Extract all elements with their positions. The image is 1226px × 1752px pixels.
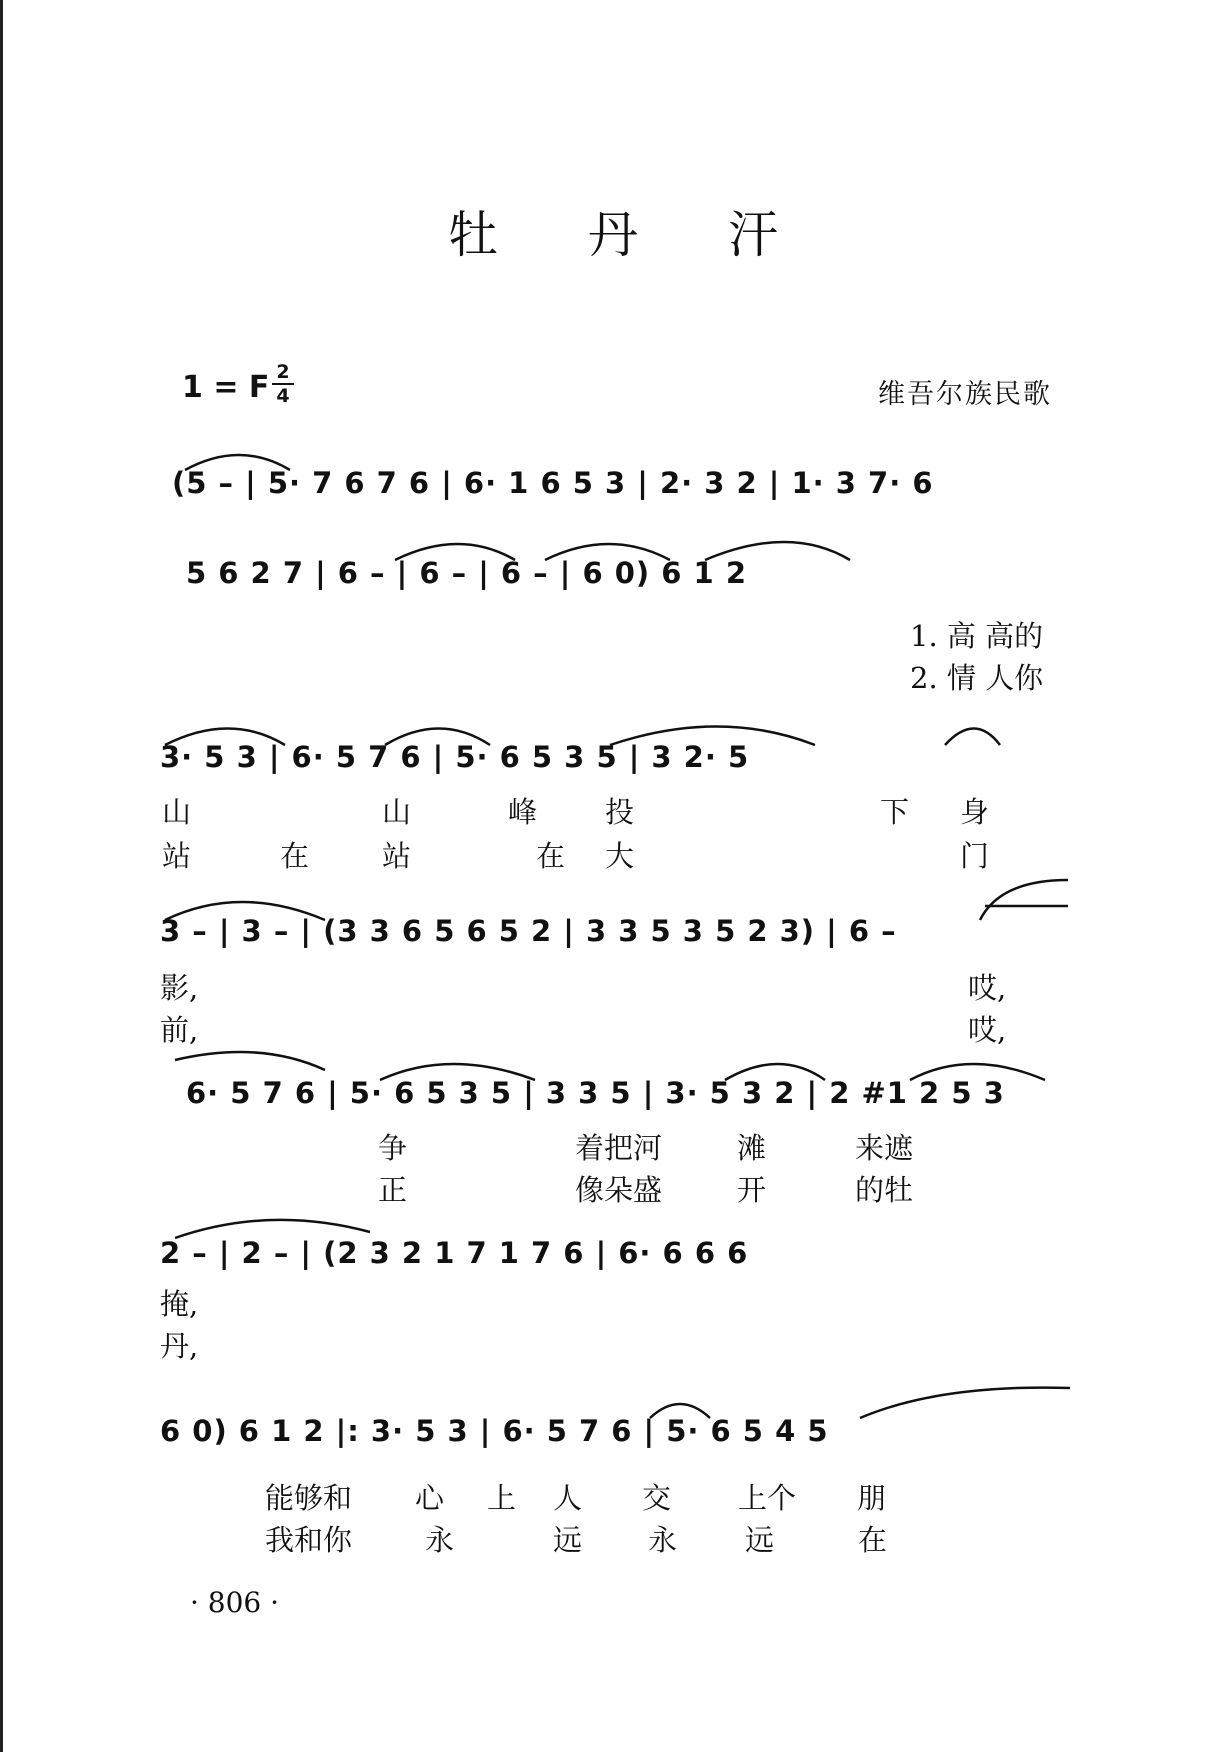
lyric-verse-1: 1. 高 高的 [910, 619, 1044, 653]
lyric-verse-2: 2. 情 人你 [910, 661, 1044, 695]
lyric: 上个 [738, 1481, 797, 1515]
lyric: 上 [487, 1481, 517, 1515]
lyric: 大 [605, 839, 635, 873]
system-6-notes: 2 – | 2 – | (2 3 2 1 7 1 7 6 | 6· 6 6 6 [160, 1236, 749, 1270]
lyric: 丹, [160, 1329, 199, 1363]
lyric: 朋 [857, 1481, 887, 1515]
song-title: 牡丹汗 [448, 206, 868, 264]
lyric: 在 [280, 839, 310, 873]
lyric: 峰 [508, 795, 538, 829]
lyric: 掩, [160, 1287, 199, 1321]
lyric: 正 [378, 1173, 408, 1207]
lyric: 我和你 [265, 1523, 353, 1557]
lyric: 投 [605, 795, 635, 829]
system-5-notes: 6· 5 7 6 | 5· 6 5 3 5 | 3 3 5 | 3· 5 3 2 | 2 #1 2 5 3 [186, 1076, 1005, 1110]
lyric: 心 [415, 1481, 445, 1515]
system-7-notes: 6 0) 6 1 2 |: 3· 5 3 | 6· 5 7 6 | 5· 6 5 4 5 [160, 1414, 829, 1448]
lyric: 人 [553, 1481, 583, 1515]
lyric: 前, [160, 1013, 199, 1047]
system-3-notes: 3· 5 3 | 6· 5 7 6 | 5· 6 5 3 5 | 3 2· 5 [160, 740, 750, 774]
lyric: 来遮 [855, 1131, 914, 1165]
lyric: 身 [960, 795, 990, 829]
lyric: 交 [642, 1481, 672, 1515]
lyric: 远 [745, 1523, 775, 1557]
lyric: 能够和 [265, 1481, 353, 1515]
system-1-notes: (5 – | 5· 7 6 7 6 | 6· 1 6 5 3 | 2· 3 2 | 1· 3 7· 6 [172, 466, 934, 500]
lyric: 站 [162, 839, 192, 873]
lyric: 门 [960, 839, 990, 873]
lyric: 永 [648, 1523, 678, 1557]
lyric: 山 [162, 795, 192, 829]
system-2-notes: 5 6 2 7 | 6 – | 6 – | 6 – | 6 0) 6 1 2 [186, 556, 747, 590]
lyric: 站 [382, 839, 412, 873]
lyric: 远 [553, 1523, 583, 1557]
lyric: 在 [536, 839, 566, 873]
lyric: 着把河 [575, 1131, 663, 1165]
time-signature-top: 2 [276, 361, 290, 383]
key-signature: 1 = F [182, 370, 270, 405]
lyric: 下 [880, 795, 910, 829]
lyric: 像朵盛 [575, 1173, 663, 1207]
lyric: 滩 [737, 1131, 767, 1165]
lyric: 开 [737, 1173, 767, 1207]
composer-credit: 维吾尔族民歌 [878, 379, 1052, 410]
lyric: 争 [378, 1131, 408, 1165]
page-number: · 806 · [190, 1586, 280, 1619]
lyric: 哎, [968, 971, 1007, 1005]
system-4-notes: 3 – | 3 – | (3 3 6 5 6 5 2 | 3 3 5 3 5 2 3) | 6 – [160, 914, 897, 948]
lyric: 山 [382, 795, 412, 829]
lyric: 永 [425, 1523, 455, 1557]
time-signature-bottom: 4 [276, 385, 290, 407]
lyric: 影, [160, 971, 199, 1005]
lyric: 在 [858, 1523, 888, 1557]
lyric: 的牡 [855, 1173, 914, 1207]
lyric: 哎, [968, 1013, 1007, 1047]
